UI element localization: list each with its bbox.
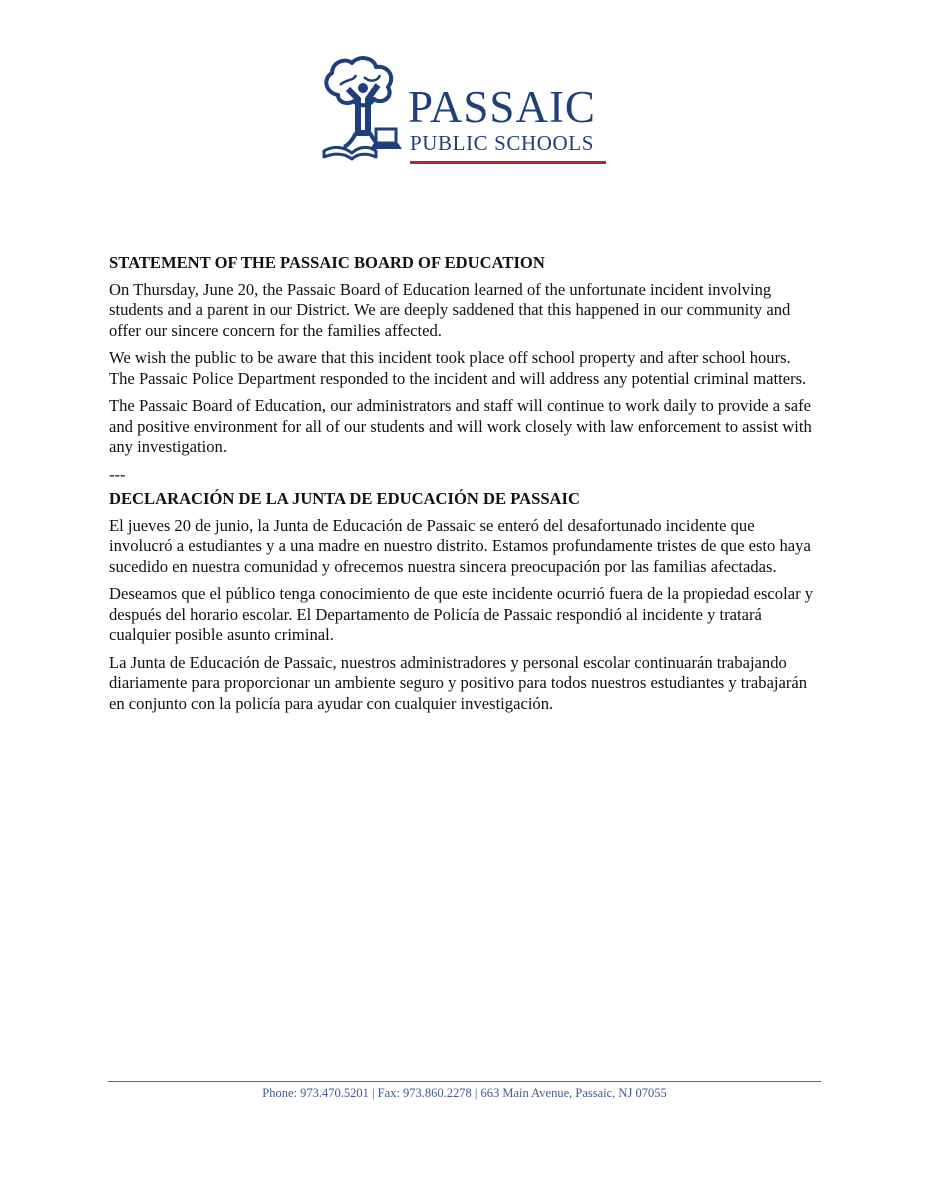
- logo-name: PASSAIC: [408, 82, 596, 132]
- statement-paragraph-english: The Passaic Board of Education, our administrators and staff will continue to work daily to provide a safe and positive environment for all of our students and will work closely with law enforcement to assist with any investigation.: [109, 396, 812, 456]
- section-separator: ---: [109, 464, 126, 484]
- statement-title-spanish: DECLARACIÓN DE LA JUNTA DE EDUCACIÓN DE PASSAIC: [109, 489, 580, 508]
- statement-paragraph-spanish: La Junta de Educación de Passaic, nuestros administradores y personal escolar continuarán trabajando diariamente para proporcionar un ambiente seguro y positivo para todos nuestros estudiantes y trabajarán en conjunto con la policía para ayudar con cualquier investigación.: [109, 652, 808, 713]
- statement-paragraph-english: We wish the public to be aware that this incident took place off school property and after school hours. The Passaic Police Department responded to the incident and will address any potential criminal matters.: [109, 348, 807, 388]
- footer-contact-info: Phone: 973.470.5201 | Fax: 973.860.2278 | 663 Main Avenue, Passaic, NJ 07055: [262, 1086, 667, 1100]
- statement-paragraph-spanish: Deseamos que el público tenga conocimiento de que este incidente ocurrió fuera de la propiedad escolar y después del horario escolar. El Departamento de Policía de Passaic respondió al incidente y tratará cualquier posible asunto criminal.: [109, 584, 814, 644]
- logo-subtitle: PUBLIC SCHOOLS: [410, 131, 595, 155]
- logo-accent-rule: [410, 161, 606, 164]
- tree-with-child-book-laptop-icon: [318, 55, 408, 167]
- statement-paragraph-english: On Thursday, June 20, the Passaic Board of Education learned of the unfortunate incident involving students and a parent in our District. We are deeply saddened that this happened in our community and offer our sincere concern for the families affected.: [109, 279, 791, 340]
- district-logo: [318, 55, 610, 167]
- statement-title-english: STATEMENT OF THE PASSAIC BOARD OF EDUCATION: [109, 253, 545, 272]
- statement-paragraph-spanish: El jueves 20 de junio, la Junta de Educación de Passaic se enteró del desafortunado incidente que involucró a estudiantes y a una madre en nuestro distrito. Estamos profundamente tristes de que esto haya sucedido en nuestra comunidad y ofrecemos nuestra sincera preocupación por las familias afectadas.: [109, 515, 811, 576]
- statement-body: [109, 253, 819, 721]
- footer-divider: [108, 1081, 821, 1082]
